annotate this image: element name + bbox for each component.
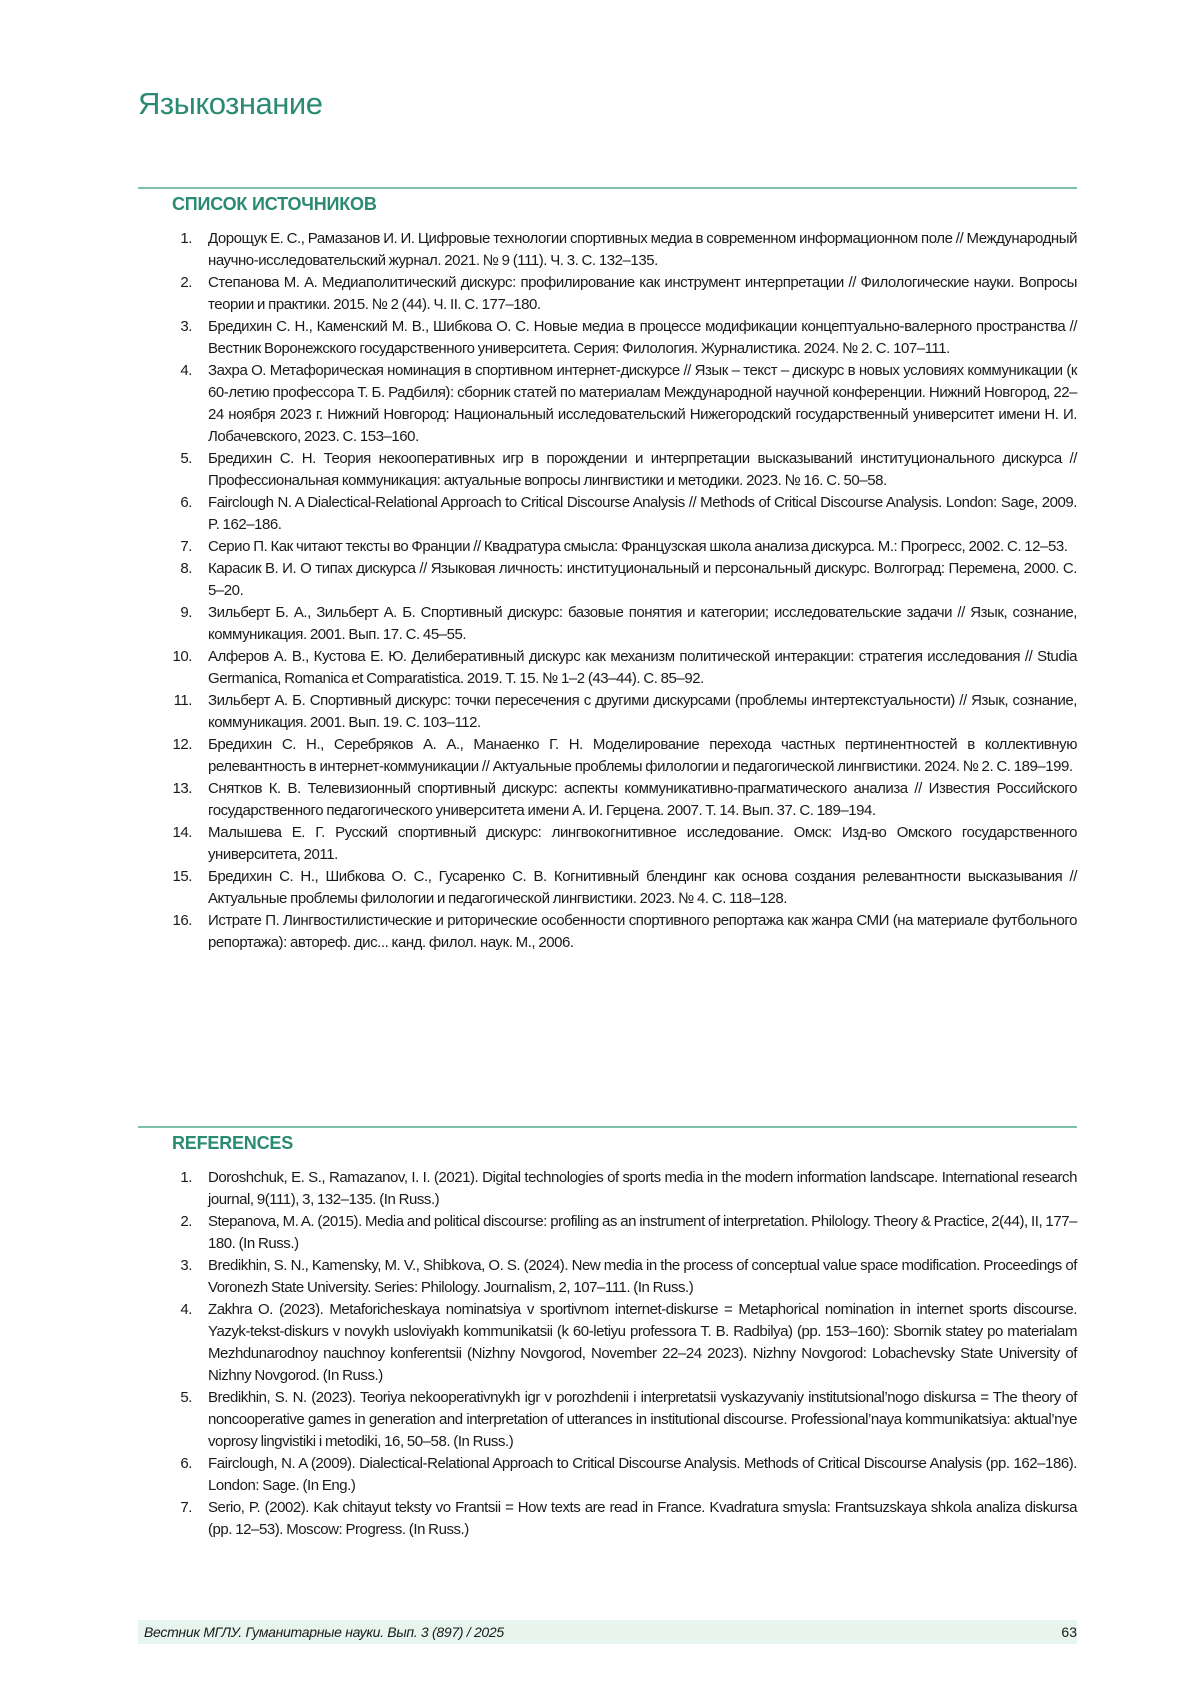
- reference-number: 6.: [160, 1453, 200, 1475]
- reference-number: 3.: [160, 1255, 200, 1277]
- reference-number: 10.: [160, 646, 200, 668]
- reference-text: Малышева Е. Г. Русский спортивный дискурс: лингвокогнитивное исследование. Омск: Изд-во Омского государственного университета, 2011.: [208, 824, 1077, 863]
- reference-number: 7.: [160, 1497, 200, 1519]
- reference-number: 15.: [160, 866, 200, 888]
- reference-item: [138, 778, 1077, 822]
- reference-item: [138, 1255, 1077, 1299]
- section-title: Языкознание: [138, 86, 322, 122]
- reference-item: [138, 448, 1077, 492]
- reference-item: [138, 734, 1077, 778]
- reference-number: 16.: [160, 910, 200, 932]
- reference-text: Истрате П. Лингвостилистические и риторические особенности спортивного репортажа как жанра СМИ (на материале футбольного репортажа): автореф. дис... канд. филол. наук. М., 2006.: [208, 912, 1077, 951]
- reference-item: [138, 602, 1077, 646]
- reference-text: Бредихин С. Н. Теория некооперативных игр в порождении и интерпретации высказываний институционального дискурса // Профессиональная коммуникация: актуальные вопросы лингвистики и методики. 2023. № 16. С. 50–58.: [208, 450, 1077, 489]
- reference-number: 5.: [160, 1387, 200, 1409]
- reference-item: [138, 272, 1077, 316]
- reference-text: Дорощук Е. С., Рамазанов И. И. Цифровые технологии спортивных медиа в современном информационном поле // Международный научно-исследовательский журнал. 2021. № 9 (111). Ч. 3. С. 132–135.: [208, 230, 1077, 269]
- reference-text: Fairclough N. A Dialectical-Relational Approach to Critical Discourse Analysis // Methods of Critical Discourse Analysis. London: Sage, 2009. P. 162–186.: [208, 494, 1077, 533]
- reference-item: [138, 1299, 1077, 1387]
- page-footer: [138, 1620, 1077, 1644]
- reference-number: 6.: [160, 492, 200, 514]
- divider: [138, 187, 1077, 189]
- divider: [138, 1126, 1077, 1128]
- reference-text: Карасик В. И. О типах дискурса // Языковая личность: институциональный и персональный дискурс. Волгоград: Перемена, 2000. С. 5–20.: [208, 560, 1077, 599]
- reference-number: 5.: [160, 448, 200, 470]
- reference-number: 9.: [160, 602, 200, 624]
- reference-item: [138, 1497, 1077, 1541]
- reference-item: [138, 558, 1077, 602]
- reference-number: 4.: [160, 360, 200, 382]
- reference-item: [138, 536, 1077, 558]
- reference-item: [138, 1167, 1077, 1211]
- reference-text: Serio, P. (2002). Kak chitayut teksty vo Frantsii = How texts are read in France. Kvadratura smysla: Frantsuzskaya shkola analiza diskursa (pp. 12–53). Moscow: Progress. (In Russ.): [208, 1499, 1077, 1538]
- reference-number: 12.: [160, 734, 200, 756]
- reference-item: [138, 910, 1077, 954]
- reference-number: 4.: [160, 1299, 200, 1321]
- reference-text: Зильберт А. Б. Спортивный дискурс: точки пересечения с другими дискурсами (проблемы интертекстуальности) // Язык, сознание, коммуникация. 2001. Вып. 19. С. 103–112.: [208, 692, 1077, 731]
- reference-item: [138, 646, 1077, 690]
- reference-text: Bredikhin, S. N., Kamensky, M. V., Shibkova, O. S. (2024). New media in the process of conceptual value space modification. Proceedings of Voronezh State University. Series: Philology. Journalism, 2, 107–111. (In Russ.): [208, 1257, 1077, 1296]
- reference-number: 7.: [160, 536, 200, 558]
- reference-text: Stepanova, M. A. (2015). Media and political discourse: profiling as an instrument of interpretation. Philology. Theory & Practice, 2(44), II, 177–180. (In Russ.): [208, 1213, 1077, 1252]
- reference-text: Doroshchuk, E. S., Ramazanov, I. I. (2021). Digital technologies of sports media in the modern information landscape. International research journal, 9(111), 3, 132–135. (In Russ.): [208, 1169, 1077, 1208]
- reference-text: Зильберт Б. А., Зильберт А. Б. Спортивный дискурс: базовые понятия и категории; исследовательские задачи // Язык, сознание, коммуникация. 2001. Вып. 17. С. 45–55.: [208, 604, 1077, 643]
- reference-item: [138, 360, 1077, 448]
- reference-number: 2.: [160, 272, 200, 294]
- reference-item: [138, 228, 1077, 272]
- reference-text: Zakhra O. (2023). Metaforicheskaya nominatsiya v sportivnom internet-diskurse = Metaphorical nomination in internet sports discourse. Yazyk-tekst-diskurs v novykh usloviyakh kommunikatsii (k 60-letiyu professora T. B. Radbilya) (pp. 153–160): Sbornik statey po materialam Mezhdunarodnoy nauchnoy konferentsii (Nizhny Novgorod, November 22–24 2023). Nizhny Novgorod: Lobachevsky State University of Nizhny Novgorod. (In Russ.): [208, 1301, 1077, 1384]
- sources-heading: СПИСОК ИСТОЧНИКОВ: [172, 194, 377, 215]
- reference-number: 1.: [160, 228, 200, 250]
- references-heading: REFERENCES: [172, 1133, 293, 1154]
- reference-text: Захра О. Метафорическая номинация в спортивном интернет-дискурсе // Язык – текст – дискурс в новых условиях коммуникации (к 60-летию профессора Т. Б. Радбиля): сборник статей по материалам Международной научной конференции. Нижний Новгород, 22–24 ноября 2023 г. Нижний Новгород: Национальный исследовательский Нижегородский государственный университет имени Н. И. Лобачевского, 2023. С. 153–160.: [208, 362, 1077, 445]
- reference-item: [138, 1387, 1077, 1453]
- reference-number: 2.: [160, 1211, 200, 1233]
- reference-text: Степанова М. А. Медиаполитический дискурс: профилирование как инструмент интерпретации // Филологические науки. Вопросы теории и практики. 2015. № 2 (44). Ч. II. С. 177–180.: [208, 274, 1077, 313]
- reference-text: Fairclough, N. A (2009). Dialectical-Relational Approach to Critical Discourse Analysis. Methods of Critical Discourse Analysis (pp. 162–186). London: Sage. (In Eng.): [208, 1455, 1077, 1494]
- reference-item: [138, 316, 1077, 360]
- reference-text: Bredikhin, S. N. (2023). Teoriya nekooperativnykh igr v porozhdenii i interpretatsii vyskazyvaniy institutsional’nogo diskursa = The theory of noncooperative games in generation and interpretation of utterances in institutional discourse. Professional’naya kommunikatsiya: aktual’nye voprosy lingvistiki i metodiki, 16, 50–58. (In Russ.): [208, 1389, 1077, 1450]
- reference-number: 13.: [160, 778, 200, 800]
- reference-number: 8.: [160, 558, 200, 580]
- reference-number: 11.: [160, 690, 200, 712]
- reference-item: [138, 1211, 1077, 1255]
- reference-text: Снятков К. В. Телевизионный спортивный дискурс: аспекты коммуникативно-прагматического анализа // Известия Российского государственного педагогического университета имени А. И. Герцена. 2007. Т. 14. Вып. 37. С. 189–194.: [208, 780, 1077, 819]
- reference-item: [138, 690, 1077, 734]
- sources-list: [138, 228, 1077, 954]
- reference-text: Бредихин С. Н., Каменский М. В., Шибкова О. С. Новые медиа в процессе модификации концептуально-валерного пространства // Вестник Воронежского государственного университета. Серия: Филология. Журналистика. 2024. № 2. С. 107–111.: [208, 318, 1077, 357]
- reference-text: Бредихин С. Н., Шибкова О. С., Гусаренко С. В. Когнитивный блендинг как основа создания релевантности высказывания // Актуальные проблемы филологии и педагогической лингвистики. 2023. № 4. С. 118–128.: [208, 868, 1077, 907]
- reference-text: Бредихин С. Н., Серебряков А. А., Манаенко Г. Н. Моделирование перехода частных пертинентностей в коллективную релевантность в интернет-коммуникации // Актуальные проблемы филологии и педагогической лингвистики. 2024. № 2. С. 189–199.: [208, 736, 1077, 775]
- reference-number: 1.: [160, 1167, 200, 1189]
- reference-item: [138, 1453, 1077, 1497]
- reference-number: 3.: [160, 316, 200, 338]
- page-number: 63: [1061, 1620, 1077, 1644]
- reference-item: [138, 492, 1077, 536]
- journal-title: Вестник МГЛУ. Гуманитарные науки. Вып. 3 (897) / 2025: [144, 1620, 504, 1644]
- references-list: [138, 1167, 1077, 1541]
- reference-text: Серио П. Как читают тексты во Франции // Квадратура смысла: Французская школа анализа дискурса. М.: Прогресс, 2002. С. 12–53.: [208, 538, 1067, 555]
- reference-number: 14.: [160, 822, 200, 844]
- reference-item: [138, 866, 1077, 910]
- reference-item: [138, 822, 1077, 866]
- reference-text: Алферов А. В., Кустова Е. Ю. Делиберативный дискурс как механизм политической интеракции: стратегия исследования // Studia Germanica, Romanica et Comparatistica. 2019. Т. 15. № 1–2 (43–44). С. 85–92.: [208, 648, 1077, 687]
